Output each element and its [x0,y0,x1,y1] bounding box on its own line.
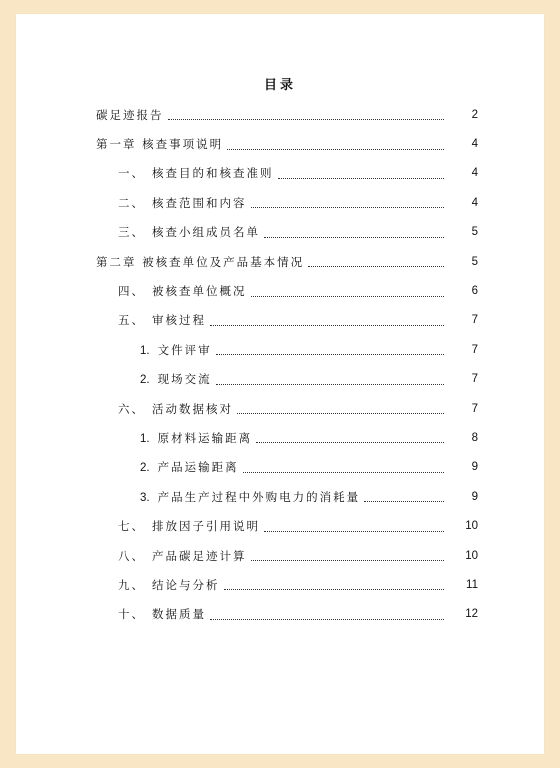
document-page [16,14,544,754]
toc-entry-page: 6 [471,285,478,298]
toc-entry[interactable] [16,335,544,364]
toc-entry-page: 10 [465,520,478,533]
toc-entry-label: 碳足迹报告 [96,107,164,122]
toc-entry-page: 4 [471,138,478,151]
dot-leader [210,325,444,326]
toc-entry-label: 产品运输距离 [157,460,239,475]
dot-leader [278,178,445,179]
toc-entry-page: 9 [471,490,478,503]
toc-entry-number: 一、 [118,166,145,181]
toc-entry-number: 2. [140,462,150,475]
toc-entry[interactable] [16,188,544,217]
toc-entry-page: 5 [471,226,478,239]
toc-entry[interactable] [16,100,544,129]
toc-entry-page: 12 [465,608,478,621]
toc-entry[interactable] [16,482,544,511]
dot-leader [251,207,445,208]
toc-entry-page: 8 [471,431,478,444]
dot-leader [251,296,445,297]
toc-entry[interactable] [16,247,544,276]
toc-entry-number: 四、 [118,284,145,299]
dot-leader [216,354,444,355]
toc-entry[interactable] [16,511,544,540]
dot-leader [264,531,444,532]
toc-entry[interactable] [16,129,544,158]
toc-entry-label: 核查目的和核查准则 [152,166,274,181]
toc-entry-label: 审核过程 [152,313,206,328]
toc-title: 目录 [263,78,296,93]
toc-entry-label: 文件评审 [157,342,212,357]
toc-entry[interactable] [16,276,544,305]
toc-entry-label: 活动数据核对 [152,401,233,416]
toc-entry-number: 3. [140,491,150,504]
toc-entry-page: 4 [471,196,478,209]
toc-entry[interactable] [16,306,544,335]
toc-entry[interactable] [16,159,544,188]
toc-entry[interactable] [16,453,544,482]
toc-entry-number: 1. [140,344,150,357]
toc-entry[interactable] [16,600,544,629]
toc-entry-label: 第一章 核查事项说明 [96,137,224,152]
toc-entry-page: 5 [471,255,478,268]
toc-entry[interactable] [16,570,544,599]
toc-entry-page: 7 [471,343,478,356]
toc-entry-label: 结论与分析 [152,577,220,592]
toc-entry-page: 2 [471,108,478,121]
toc-entry-page: 4 [471,167,478,180]
toc-entry[interactable] [16,394,544,423]
toc-entry-page: 7 [471,373,478,386]
toc-entry-page: 11 [466,578,478,591]
toc-entry-label: 原材料运输距离 [157,430,253,445]
dot-leader [308,266,444,267]
toc-entry-label: 排放因子引用说明 [152,519,260,534]
dot-leader [256,442,444,443]
toc-entry-label: 被核查单位概况 [152,284,247,299]
toc-entry-page: 7 [471,314,478,327]
toc-entry-label: 产品碳足迹计算 [152,548,247,563]
toc-entry-number: 七、 [118,519,145,534]
toc-list [16,100,544,629]
toc-entry-label: 数据质量 [152,607,206,622]
toc-entry-number: 1. [140,432,150,445]
dot-leader [237,413,444,414]
dot-leader [227,149,444,150]
dot-leader [251,560,445,561]
dot-leader [224,589,445,590]
toc-entry-label: 产品生产过程中外购电力的消耗量 [157,489,361,504]
toc-entry-number: 三、 [118,225,145,240]
dot-leader [243,472,444,473]
toc-entry-number: 十、 [118,607,145,622]
toc-entry-number: 2. [140,374,150,387]
toc-entry[interactable] [16,541,544,570]
dot-leader [216,384,444,385]
toc-entry-number: 六、 [118,401,145,416]
toc-entry-label: 核查小组成员名单 [152,225,260,240]
toc-entry-number: 五、 [118,313,145,328]
toc-entry[interactable] [16,218,544,247]
toc-entry-page: 10 [465,549,478,562]
dot-leader [210,619,444,620]
toc-entry-number: 八、 [118,548,145,563]
toc-entry[interactable] [16,365,544,394]
toc-entry-number: 九、 [118,577,145,592]
toc-entry-page: 9 [471,461,478,474]
dot-leader [168,119,445,120]
toc-entry-label: 核查范围和内容 [152,195,247,210]
toc-entry-label: 第二章 被核查单位及产品基本情况 [96,254,305,269]
toc-entry-label: 现场交流 [157,372,212,387]
dot-leader [364,501,444,502]
toc-entry[interactable] [16,423,544,452]
dot-leader [264,237,444,238]
toc-entry-page: 7 [471,402,478,415]
toc-entry-number: 二、 [118,195,145,210]
